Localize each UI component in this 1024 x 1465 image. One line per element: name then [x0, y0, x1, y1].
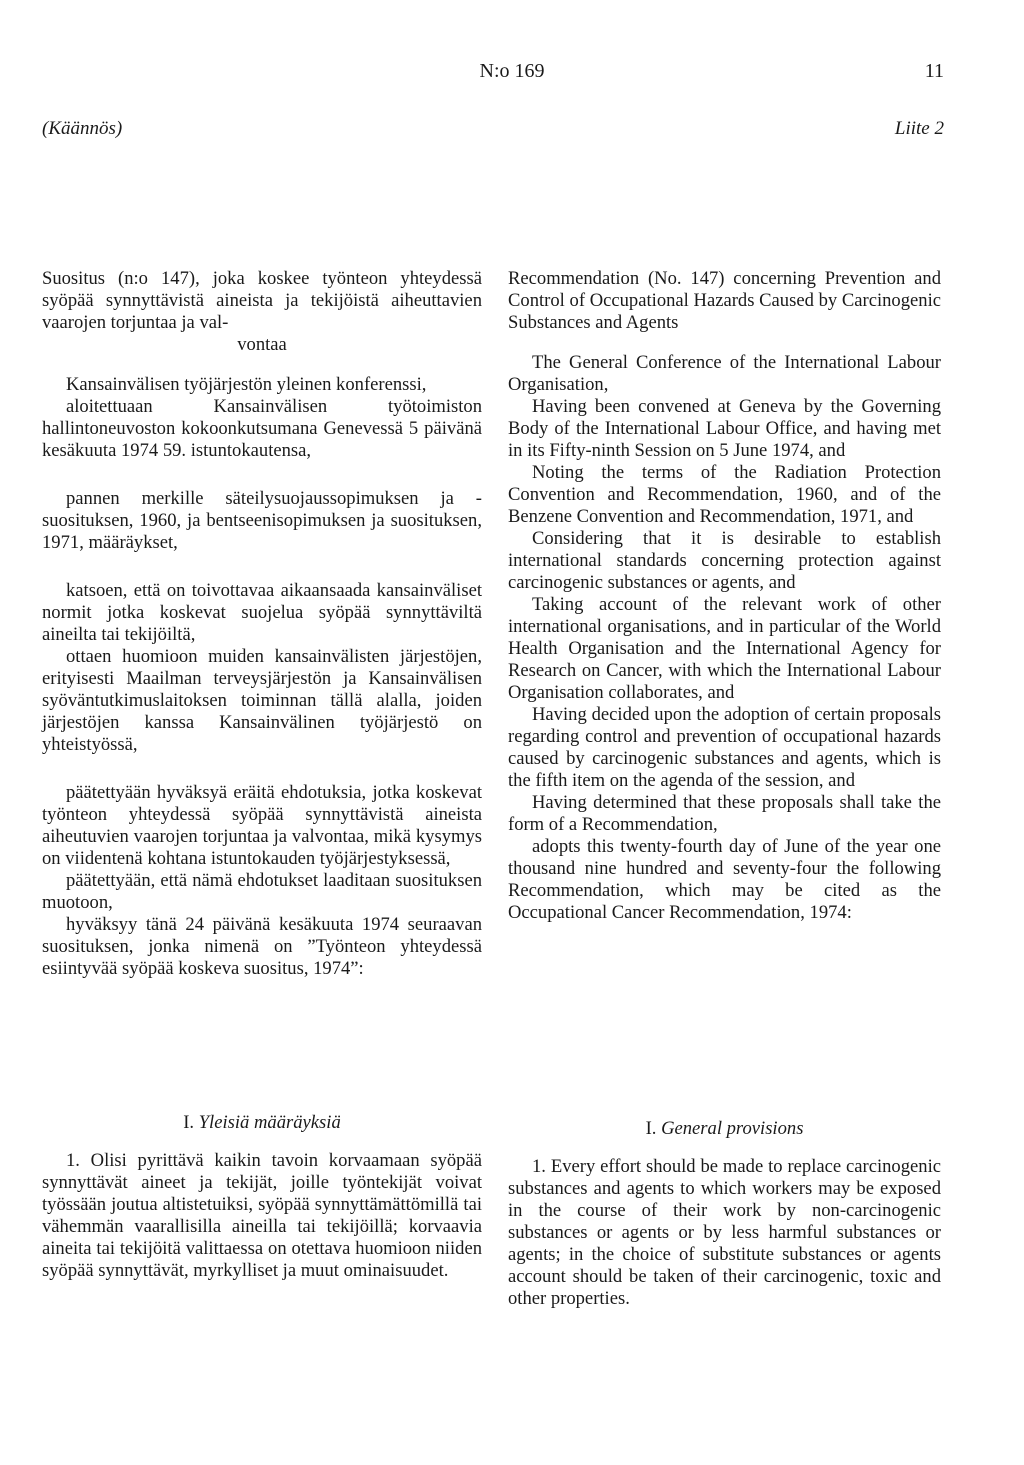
- finnish-title-end: vontaa: [237, 334, 287, 355]
- english-section-heading: [508, 1118, 941, 1140]
- english-para-2: Having been convened at Geneva by the Governing Body of the International Labour Office, and having met in its Fifty-ninth Session on 5 June 1974, and: [508, 396, 941, 461]
- english-para-7: Having determined that these proposals shall take the form of a Recommendation,: [508, 792, 941, 835]
- finnish-para-8: hyväksyy tänä 24 päivänä kesäkuuta 1974 seuraavan suosituksen, jonka nimenä on ”Työnteon yhteydessä esiintyvää syöpää koskeva suositus, 1974”:: [42, 914, 482, 979]
- finnish-para-1: Kansainvälisen työjärjestön yleinen konferenssi,: [66, 374, 427, 395]
- finnish-para-5: ottaen huomioon muiden kansainvälisten järjestöjen, erityisesti Maailman terveysjärjestön ja Kansainvälisen syöväntutkimuslaitoksen toiminnan tällä alalla, joiden järjestöjen kanssa Kansainvälinen työjärjestö on yhteistyössä,: [42, 646, 482, 755]
- english-para-5: Taking account of the relevant work of other international organisations, and in particular of the World Health Organisation and the International Agency for Research on Cancer, with which the International Labour Organisation collaborates, and: [508, 594, 941, 703]
- english-para-4: Considering that it is desirable to establish international standards concerning protection against carcinogenic substances or agents, and: [508, 528, 941, 593]
- english-section-number: I.: [645, 1118, 657, 1139]
- english-section-para-1: 1. Every effort should be made to replace carcinogenic substances and agents to which workers may be exposed in the course of their work by non-carcinogenic substances or agents or by less harmful substances or agents; in the choice of substitute substances or agents account should be taken of their carcinogenic, toxic and other properties.: [508, 1156, 941, 1309]
- finnish-section-para-1: 1. Olisi pyrittävä kaikin tavoin korvaamaan syöpää synnyttävät aineet ja tekijät, joille työntekijät voivat työssään joutua altistetuiksi, syöpää synnyttämättömillä tai vähemmän vaarallisilla aineilla tai tekijöillä; korvaavia aineita tai tekijöitä valittaessa on otettava huomioon niiden syöpää synnyttävät, myrkylliset ja muut ominaisuudet.: [42, 1150, 482, 1281]
- appendix-label: Liite 2: [894, 118, 944, 139]
- translation-label: (Käännös): [42, 118, 123, 139]
- finnish-section-heading: [42, 1112, 482, 1134]
- finnish-title-main: Suositus (n:o 147), joka koskee työnteon yhteydessä syöpää synnyttävistä aineista ja tekijöistä aiheuttavien vaarojen torjuntaa ja val-: [42, 268, 482, 333]
- english-para-8: adopts this twenty-fourth day of June of the year one thousand nine hundred and seventy-four the following Recommendation, which may be cited as the Occupational Cancer Recommendation, 1974:: [508, 836, 941, 923]
- english-section-title: General provisions: [661, 1118, 804, 1139]
- document-number: N:o 169: [479, 60, 545, 82]
- finnish-para-7: päätettyään, että nämä ehdotukset laaditaan suosituksen muotoon,: [42, 870, 482, 913]
- english-para-6: Having decided upon the adoption of certain proposals regarding control and prevention of occupational hazards caused by carcinogenic substances and agents, which is the fifth item on the agenda of the session, and: [508, 704, 941, 791]
- finnish-section: [42, 1112, 482, 1282]
- finnish-preamble: [42, 268, 482, 980]
- finnish-para-6: päätettyään hyväksyä eräitä ehdotuksia, jotka koskevat työnteon yhteydessä syöpää synnyttävistä aineista aiheutuvien vaarojen torjuntaa ja valvontaa, mikä kysymys on viidentenä kohtana istuntokauden työjärjestyksessä,: [42, 782, 482, 869]
- english-para-3: Noting the terms of the Radiation Protection Convention and Recommendation, 1960, and of the Benzene Convention and Recommendation, 1971, and: [508, 462, 941, 527]
- finnish-section-title: Yleisiä määräyksiä: [198, 1112, 341, 1133]
- finnish-para-4: katsoen, että on toivottavaa aikaansaada kansainväliset normit jotka koskevat suojelua syöpää synnyttäviltä aineilta tai tekijöiltä,: [42, 580, 482, 645]
- english-para-1: The General Conference of the International Labour Organisation,: [508, 352, 941, 395]
- english-preamble: [508, 268, 941, 924]
- english-section: [508, 1118, 941, 1310]
- english-title: Recommendation (No. 147) concerning Prevention and Control of Occupational Hazards Caused by Carcinogenic Substances and Agents: [508, 268, 941, 333]
- page-number: 11: [924, 60, 944, 82]
- finnish-para-3: pannen merkille säteilysuojaussopimuksen ja -suosituksen, 1960, ja bentseenisopimuksen ja suosituksen, 1971, määräykset,: [42, 488, 482, 553]
- finnish-para-2: aloitettuaan Kansainvälisen työtoimiston hallintoneuvoston kokoonkutsumana Genevessä 5 päivänä kesäkuuta 1974 59. istuntokautensa,: [42, 396, 482, 461]
- finnish-section-number: I.: [183, 1112, 195, 1133]
- finnish-title: [42, 268, 482, 356]
